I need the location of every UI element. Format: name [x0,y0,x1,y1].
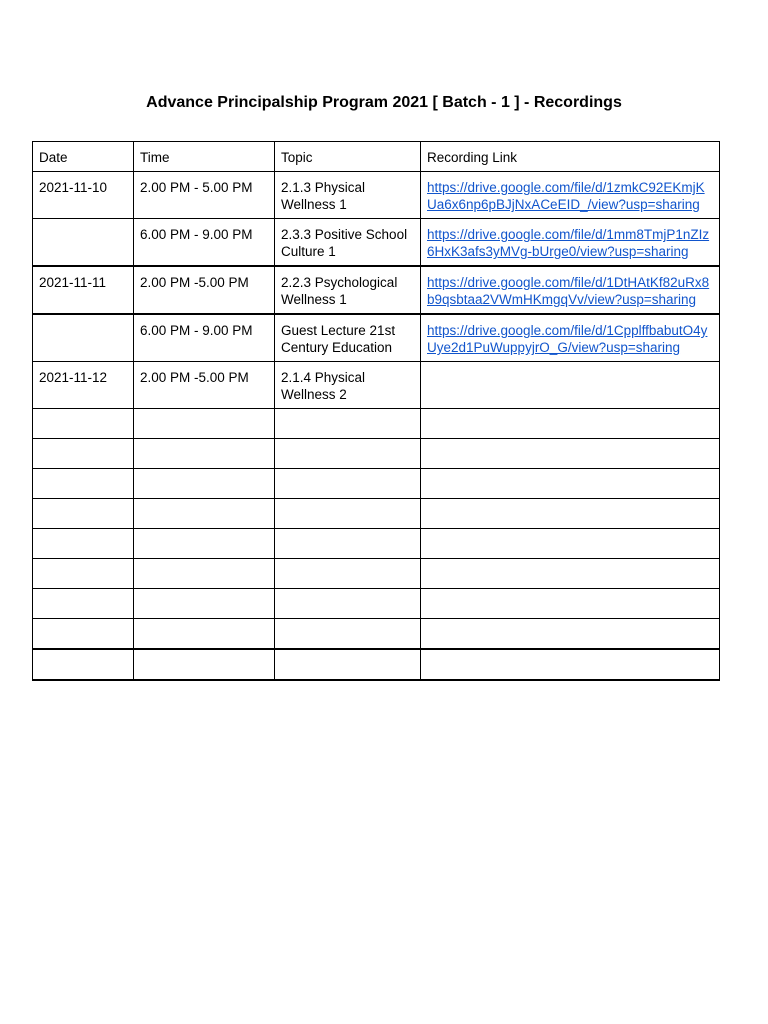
empty-cell [33,619,134,650]
empty-cell [421,469,720,499]
recording-link[interactable]: https://drive.google.com/file/d/1zmkC92EKmjKUa6x6np6pBJjNxACeEID_/view?usp=sharing [427,180,705,212]
table-header-row [33,142,720,172]
empty-cell [134,589,275,619]
cell-link [421,172,720,219]
cell-link [421,219,720,267]
cell-topic: 2.1.3 Physical Wellness 1 [275,172,421,219]
empty-cell [275,409,421,439]
empty-cell [275,529,421,559]
empty-table-row [33,589,720,619]
table-row [33,266,720,314]
empty-cell [134,469,275,499]
empty-cell [134,559,275,589]
empty-table-row [33,499,720,529]
cell-time: 2.00 PM -5.00 PM [134,266,275,314]
empty-cell [275,619,421,650]
empty-cell [275,589,421,619]
table-row [33,314,720,362]
empty-table-row [33,619,720,650]
empty-cell [33,469,134,499]
header-time: Time [134,142,275,172]
empty-cell [421,559,720,589]
empty-cell [33,559,134,589]
cell-date [33,219,134,267]
empty-cell [275,439,421,469]
page-title: Advance Principalship Program 2021 [ Batch - 1 ] - Recordings [146,94,622,111]
empty-table-row [33,559,720,589]
empty-cell [421,589,720,619]
empty-cell [275,649,421,680]
cell-date [33,314,134,362]
empty-cell [421,409,720,439]
empty-cell [134,619,275,650]
cell-date: 2021-11-11 [33,266,134,314]
table-row [33,172,720,219]
cell-time: 6.00 PM - 9.00 PM [134,219,275,267]
empty-table-row [33,649,720,680]
empty-cell [33,409,134,439]
empty-cell [33,649,134,680]
empty-cell [421,529,720,559]
empty-cell [421,619,720,650]
empty-cell [275,559,421,589]
cell-topic: 2.2.3 Psychological Wellness 1 [275,266,421,314]
empty-cell [134,439,275,469]
cell-link [421,266,720,314]
empty-cell [33,589,134,619]
empty-cell [421,499,720,529]
empty-cell [33,529,134,559]
cell-date: 2021-11-12 [33,362,134,409]
cell-link [421,314,720,362]
cell-date: 2021-11-10 [33,172,134,219]
empty-cell [275,499,421,529]
recording-link[interactable]: https://drive.google.com/file/d/1DtHAtKf82uRx8b9qsbtaa2VWmHKmgqVv/view?usp=sharing [427,275,710,307]
empty-cell [421,439,720,469]
empty-table-row [33,469,720,499]
empty-cell [33,499,134,529]
cell-topic: 2.1.4 Physical Wellness 2 [275,362,421,409]
empty-cell [275,469,421,499]
empty-cell [33,439,134,469]
empty-table-row [33,439,720,469]
cell-topic: Guest Lecture 21st Century Education [275,314,421,362]
header-topic: Topic [275,142,421,172]
empty-cell [134,409,275,439]
cell-time: 6.00 PM - 9.00 PM [134,314,275,362]
empty-table-row [33,409,720,439]
table-row [33,362,720,409]
table-row [33,219,720,267]
cell-topic: 2.3.3 Positive School Culture 1 [275,219,421,267]
empty-cell [421,649,720,680]
cell-time: 2.00 PM -5.00 PM [134,362,275,409]
header-date: Date [33,142,134,172]
empty-cell [134,529,275,559]
cell-time: 2.00 PM - 5.00 PM [134,172,275,219]
empty-cell [134,499,275,529]
recording-link[interactable]: https://drive.google.com/file/d/1CpplffbabutO4yUye2d1PuWuppyjrO_G/view?usp=sharing [427,323,708,355]
recording-link[interactable]: https://drive.google.com/file/d/1mm8TmjP1nZIz6HxK3afs3yMVg-bUrge0/view?usp=sharing [427,227,710,259]
recordings-table [32,141,720,681]
cell-link [421,362,720,409]
header-recording-link: Recording Link [421,142,720,172]
empty-table-row [33,529,720,559]
empty-cell [134,649,275,680]
